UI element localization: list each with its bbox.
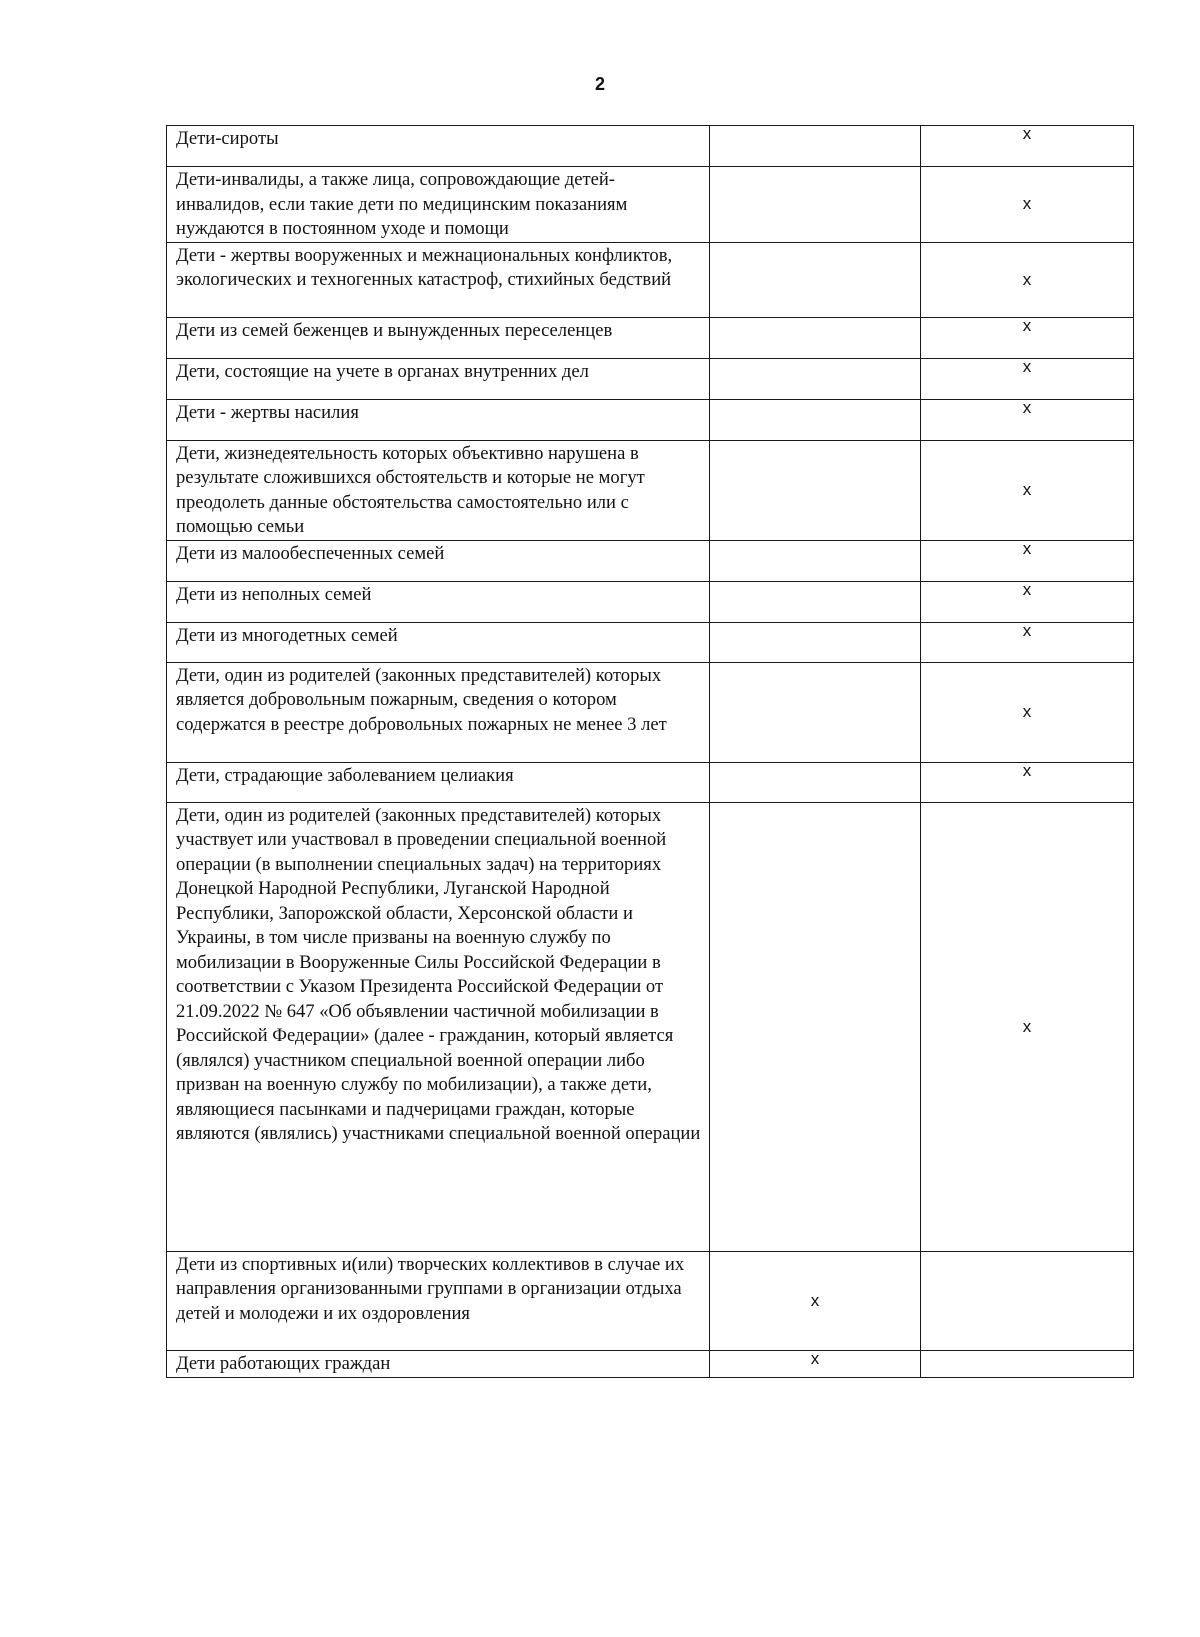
mark-cell-a <box>710 440 921 540</box>
mark-cell-b <box>921 662 1134 762</box>
category-cell: Дети-сироты <box>167 126 710 167</box>
page-number: 2 <box>594 74 605 94</box>
mark: x <box>1022 620 1032 640</box>
table-row <box>167 540 1134 581</box>
mark: x <box>810 1348 820 1368</box>
mark: x <box>1022 702 1032 721</box>
mark-cell-a <box>710 242 921 317</box>
categories-table <box>166 125 1134 1378</box>
mark-cell-b <box>921 126 1134 167</box>
mark-cell-a <box>710 662 921 762</box>
mark-cell-a <box>710 167 921 243</box>
mark: x <box>1022 397 1032 417</box>
mark-cell-b <box>921 802 1134 1251</box>
mark-cell-a <box>710 762 921 802</box>
category-cell: Дети, состоящие на учете в органах внутренних дел <box>167 358 710 399</box>
table-row <box>167 358 1134 399</box>
mark-cell-b <box>921 1251 1134 1350</box>
mark: x <box>1022 315 1032 335</box>
table-row <box>167 622 1134 662</box>
table-row <box>167 440 1134 540</box>
table-row <box>167 581 1134 622</box>
mark-cell-b <box>921 581 1134 622</box>
table-row <box>167 167 1134 243</box>
table-row <box>167 1251 1134 1350</box>
mark-cell-a <box>710 399 921 440</box>
mark-cell-a <box>710 540 921 581</box>
table-row <box>167 126 1134 167</box>
mark: x <box>1022 579 1032 599</box>
mark-cell-a <box>710 317 921 358</box>
table-row <box>167 762 1134 802</box>
category-cell: Дети - жертвы насилия <box>167 399 710 440</box>
mark-cell-b <box>921 540 1134 581</box>
mark-cell-b <box>921 358 1134 399</box>
mark: x <box>1022 538 1032 558</box>
mark-cell-b <box>921 167 1134 243</box>
mark: x <box>1022 1016 1032 1036</box>
category-cell: Дети, страдающие заболеванием целиакия <box>167 762 710 802</box>
mark-cell-b <box>921 762 1134 802</box>
mark: x <box>810 1290 820 1310</box>
category-cell: Дети из многодетных семей <box>167 622 710 662</box>
mark-cell-a <box>710 358 921 399</box>
mark: x <box>1022 356 1032 376</box>
table-row <box>167 802 1134 1251</box>
mark: x <box>1022 124 1032 143</box>
mark-cell-b <box>921 399 1134 440</box>
mark-cell-a <box>710 622 921 662</box>
category-cell: Дети из семей беженцев и вынужденных переселенцев <box>167 317 710 358</box>
category-cell: Дети - жертвы вооруженных и межнациональных конфликтов, экологических и техногенных катастроф, стихийных бедствий <box>167 242 710 317</box>
category-cell: Дети из спортивных и(или) творческих коллективов в случае их направления организованными группами в организации отдыха детей и молодежи и их оздоровления <box>167 1251 710 1350</box>
mark: x <box>1022 194 1032 214</box>
mark-cell-a <box>710 581 921 622</box>
mark: x <box>1022 760 1032 780</box>
category-cell: Дети, жизнедеятельность которых объективно нарушена в результате сложившихся обстоятельств и которые не могут преодолеть данные обстоятельства самостоятельно или с помощью семьи <box>167 440 710 540</box>
mark-cell-b <box>921 242 1134 317</box>
table-row <box>167 1350 1134 1377</box>
mark-cell-a <box>710 1251 921 1350</box>
category-cell: Дети, один из родителей (законных представителей) которых является добровольным пожарным, сведения о котором содержатся в реестре добровольных пожарных не менее 3 лет <box>167 662 710 762</box>
table-row <box>167 317 1134 358</box>
category-cell: Дети из малообеспеченных семей <box>167 540 710 581</box>
mark-cell-a <box>710 802 921 1251</box>
mark-cell-b <box>921 317 1134 358</box>
mark: x <box>1022 480 1032 499</box>
mark-cell-a <box>710 126 921 167</box>
category-cell: Дети работающих граждан <box>167 1350 710 1377</box>
table-row <box>167 399 1134 440</box>
mark-cell-b <box>921 440 1134 540</box>
mark-cell-b <box>921 1350 1134 1377</box>
table-row <box>167 662 1134 762</box>
category-cell: Дети, один из родителей (законных представителей) которых участвует или участвовал в проведении специальной военной операции (в выполнении специальных задач) на территориях Донецкой Народной Республики, Луганской Народной Республики, Запорожской области, Херсонской области и Украины, в том числе призваны на военную службу по мобилизации в Вооруженные Силы Российской Федерации в соответствии с Указом Президента Российской Федерации от 21.09.2022 № 647 «Об объявлении частичной мобилизации в Российской Федерации» (далее - гражданин, который является (являлся) участником специальной военной операции либо призван на военную службу по мобилизации), а также дети, являющиеся пасынками и падчерицами граждан, которые являются (являлись) участниками специальной военной операции <box>167 802 710 1251</box>
mark-cell-a <box>710 1350 921 1377</box>
table-row <box>167 242 1134 317</box>
mark-cell-b <box>921 622 1134 662</box>
mark: x <box>1022 269 1032 289</box>
category-cell: Дети-инвалиды, а также лица, сопровождающие детей-инвалидов, если такие дети по медицинским показаниям нуждаются в постоянном уходе и помощи <box>167 167 710 243</box>
category-cell: Дети из неполных семей <box>167 581 710 622</box>
